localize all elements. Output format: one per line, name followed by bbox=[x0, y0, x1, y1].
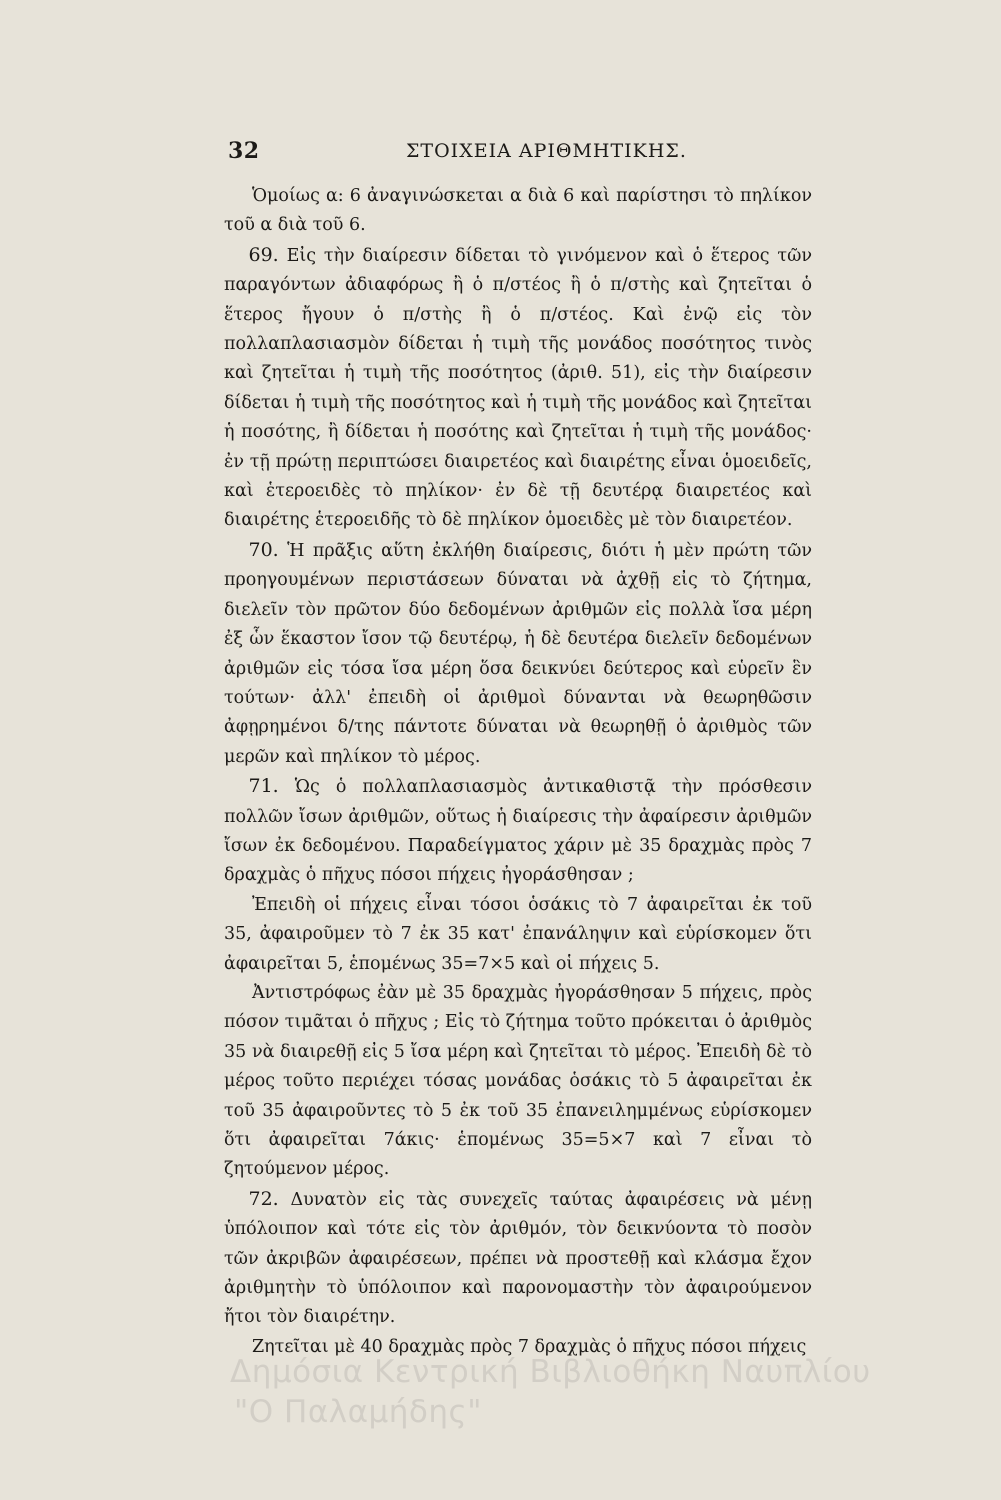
watermark-line-2: "Ο Παλαμήδης" bbox=[234, 1394, 482, 1430]
paragraph-70 bbox=[224, 536, 812, 772]
running-title: ΣΤΟΙΧΕΙΑ ΑΡΙΘΜΗΤΙΚΗΣ. bbox=[406, 140, 687, 162]
page-number: 32 bbox=[228, 138, 260, 164]
paragraph-text: Ἀντιστρόφως ἐὰν μὲ 35 δραχμὰς ἠγοράσθησαν 5 πήχεις, πρὸς πόσον τιμᾶται ὁ πῆχυς ; Εἰς τὸ ζήτημα τοῦτο πρόκειται ὁ ἀριθμὸς 35 νὰ διαιρεθῇ εἰς 5 ἴσα μέρη καὶ ζητεῖται τὸ μέρος. Ἐπειδὴ δὲ τὸ μέρος τοῦτο περιέχει τόσας μονάδας ὁσάκις τὸ 5 ἀφαιρεῖται ἐκ τοῦ 35 ἀφαιροῦντες τὸ 5 ἐκ τοῦ 35 ἐπανειλημμένως εὑρίσκομεν ὅτι ἀφαιρεῖται 7άκις· ἑπομένως 35=5×7 καὶ 7 εἶναι τὸ ζητούμενον μέρος. bbox=[224, 982, 812, 1180]
paragraph-71-example bbox=[224, 891, 812, 979]
section-number: 72. bbox=[248, 1187, 279, 1210]
section-number: 69. bbox=[248, 243, 279, 266]
running-head bbox=[228, 138, 788, 168]
paragraph-text: Ὁμοίως α: 6 ἀναγινώσκεται α διὰ 6 καὶ παρίστησι τὸ πηλίκον τοῦ α διὰ τοῦ 6. bbox=[224, 186, 812, 236]
paragraph-text: Ζητεῖται μὲ 40 δραχμὰς πρὸς 7 δραχμὰς ὁ πῆχυς πόσοι πήχεις bbox=[252, 1336, 807, 1357]
paragraph-69 bbox=[224, 241, 812, 536]
paragraph-text: Εἰς τὴν διαίρεσιν δίδεται τὸ γινόμενον καὶ ὁ ἕτερος τῶν παραγόντων ἀδιαφόρως ἢ ὁ π/στέος ἢ ὁ π/στὴς καὶ ζητεῖται ὁ ἕτερος ἤγουν ὁ π/στὴς ἢ ὁ π/στέος. Καὶ ἐνῷ εἰς τὸν πολλαπλασιασμὸν δίδεται ἡ τιμὴ τῆς μονάδος ποσότητος τινὸς καὶ ζητεῖται ἡ τιμὴ τῆς ποσότητος (ἀριθ. 51), εἰς τὴν διαίρεσιν δίδεται ἡ τιμὴ τῆς ποσότητος καὶ ἡ τιμὴ τῆς μονάδος καὶ ζητεῖται ἡ ποσότης, ἢ δίδεται ἡ ποσότης καὶ ζητεῖται ἡ τιμὴ τῆς μονάδος· ἐν τῇ πρώτῃ περιπτώσει διαιρετέος καὶ διαιρέτης εἶναι ὁμοειδεῖς, καὶ ἑτεροειδὲς τὸ πηλίκον· ἐν δὲ τῇ δευτέρᾳ διαιρετέος καὶ διαιρέτης ἑτεροειδῆς τὸ δὲ πηλίκον ὁμοειδὲς μὲ τὸν διαιρετέον. bbox=[224, 245, 812, 531]
paragraph-text: Δυνατὸν εἰς τὰς συνεχεῖς ταύτας ἀφαιρέσεις νὰ μένῃ ὑπόλοιπον καὶ τότε εἰς τὸν ἀριθμόν, τὸν δεικνύοντα τὸ ποσὸν τῶν ἀκριβῶν ἀφαιρέσεων, πρέπει νὰ προστεθῇ καὶ κλάσμα ἔχον ἀριθμητὴν τὸ ὑπόλοιπον καὶ παρονομαστὴν τὸν ἀφαιρούμενον ἤτοι τὸν διαιρέτην. bbox=[224, 1189, 812, 1328]
paragraph-intro bbox=[224, 182, 812, 241]
paragraph-text: Ὡς ὁ πολλαπλασιασμὸς ἀντικαθιστᾷ τὴν πρόσθεσιν πολλῶν ἴσων ἀριθμῶν, οὕτως ἡ διαίρεσις τὴν ἀφαίρεσιν ἀριθμῶν ἴσων ἐκ δεδομένου. Παραδείγματος χάριν μὲ 35 δραχμὰς πρὸς 7 δραχμὰς ὁ πῆχυς πόσοι πήχεις ἠγοράσθησαν ; bbox=[224, 777, 812, 886]
body-text bbox=[224, 182, 812, 1362]
paragraph-71-converse bbox=[224, 979, 812, 1185]
section-number: 70. bbox=[248, 538, 279, 561]
watermark-line-1: Δημόσια Κεντρική Βιβλιοθήκη Ναυπλίου bbox=[230, 1354, 871, 1390]
paragraph-71 bbox=[224, 772, 812, 891]
section-number: 71. bbox=[248, 775, 279, 798]
paragraph-text: Ἐπειδὴ οἱ πήχεις εἶναι τόσοι ὁσάκις τὸ 7 ἀφαιρεῖται ἐκ τοῦ 35, ἀφαιροῦμεν τὸ 7 ἐκ 35 κατ' ἐπανάληψιν καὶ εὑρίσκομεν ὅτι ἀφαιρεῖται 5, ἑπομένως 35=7×5 καὶ οἱ πήχεις 5. bbox=[224, 894, 812, 974]
paragraph-text: Ἡ πρᾶξις αὕτη ἐκλήθη διαίρεσις, διότι ἡ μὲν πρώτη τῶν προηγουμένων περιστάσεων δύναται νὰ ἀχθῇ εἰς τὸ ζήτημα, διελεῖν τὸν πρῶτον δύο δεδομένων ἀριθμῶν εἰς πολλὰ ἴσα μέρη ἐξ ὧν ἕκαστον ἴσον τῷ δευτέρῳ, ἡ δὲ δευτέρα διελεῖν δεδομένων ἀριθμῶν εἰς τόσα ἴσα μέρη ὅσα δεικνύει δεύτερος καὶ εὑρεῖν ἓν τούτων· ἀλλ' ἐπειδὴ οἱ ἀριθμοὶ δύνανται νὰ θεωρηθῶσιν ἀφῃρημένοι δ/της πάντοτε δύναται νὰ θεωρηθῇ ὁ ἀριθμὸς τῶν μερῶν καὶ πηλίκον τὸ μέρος. bbox=[224, 540, 812, 767]
library-watermark bbox=[230, 1352, 970, 1432]
paragraph-72 bbox=[224, 1185, 812, 1333]
